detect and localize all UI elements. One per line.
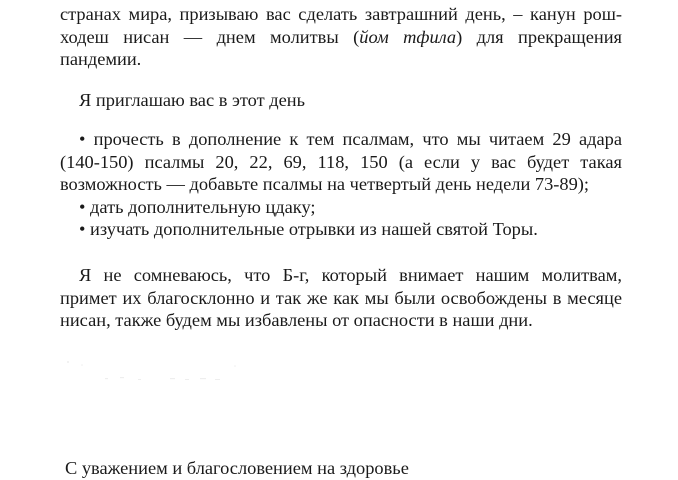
paragraph-1 [60, 3, 622, 71]
closing-signature-line: С уважением и благословением на здоровье [65, 458, 409, 478]
scan-smudge [60, 356, 250, 396]
paragraph-1-line-3: пандемии. [60, 49, 142, 69]
paragraph-1-line-1: странах мира, призываю вас сделать завтрашний день, – канун рош- [60, 4, 622, 24]
paragraph-3 [60, 264, 622, 332]
paragraph-1-line-2-start: ходеш нисан — днем молитвы ( [60, 26, 360, 47]
bullet-item-2: • дать дополнительную цдаку; [79, 196, 316, 217]
paragraph-3-line-3: нисан, также будем мы избавлены от опасности в наши дни. [60, 310, 533, 330]
paragraph-1-line-2 [60, 26, 622, 49]
bullet-item-1-line-2: (140-150) псалмы 20, 22, 69, 118, 150 (а если у вас будет такая [60, 151, 622, 172]
yom-tfila-term: йом тфила [359, 26, 457, 47]
paragraph-3-line-1: Я не сомневаюсь, что Б-г, который внимает нашим молитвам, [79, 265, 622, 285]
bullet-list [60, 128, 622, 241]
paragraph-3-line-2: примет их благосклонно и так же как мы были освобождены в месяце [60, 287, 622, 308]
bullet-item-1-line-1: • прочесть в дополнение к тем псалмам, что мы читаем 29 адара [79, 129, 622, 149]
paragraph-2-line-1: Я приглашаю вас в этот день [79, 90, 306, 110]
bullet-item-3: • изучать дополнительные отрывки из нашей святой Торы. [79, 219, 538, 239]
bullet-item-1-line-3: возможность — добавьте псалмы на четвертый день недели 73-89); [60, 174, 590, 194]
paragraph-1-line-2-end: ) для прекращения [456, 26, 623, 47]
paragraph-2 [60, 89, 622, 112]
